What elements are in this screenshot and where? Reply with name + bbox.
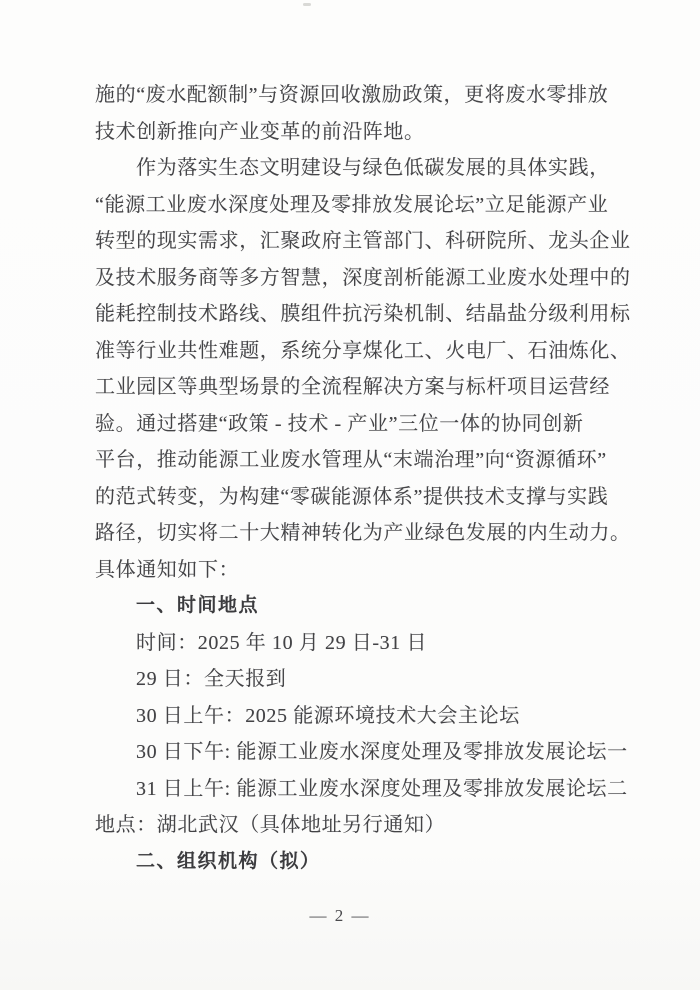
text-line: 技术创新推向产业变革的前沿阵地。 [95, 120, 425, 143]
page-number: — 2 — [309, 906, 371, 925]
section-heading-time-location: 一、时间地点 [136, 595, 260, 616]
text-line: 及技术服务商等多方智慧，深度剖析能源工业废水处理中的 [95, 266, 631, 289]
document-body [95, 77, 631, 880]
text-line: 施的“废水配额制”与资源回收激励政策，更将废水零排放 [95, 84, 609, 106]
text-line: 验。通过搭建“政策 - 技术 - 产业”三位一体的协同创新 [95, 412, 584, 435]
text-line: 准等行业共性难题，系统分享煤化工、火电厂、石油炼化、 [95, 339, 631, 362]
section-heading-organization: 二、组织机构（拟） [136, 850, 321, 872]
text-line: 具体通知如下： [95, 558, 240, 581]
text-line: “能源工业废水深度处理及零排放发展论坛”立足能源产业 [95, 193, 609, 216]
text-line-time: 时间：2025 年 10 月 29 日-31 日 [136, 631, 428, 654]
text-line-day30am: 30 日上午：2025 能源环境技术大会主论坛 [136, 704, 520, 727]
text-line: 工业园区等典型场景的全流程解决方案与标杆项目运营经 [95, 376, 610, 398]
text-line: 路径，切实将二十大精神转化为产业绿色发展的内生动力。 [95, 522, 631, 544]
text-line-location: 地点：湖北武汉（具体地址另行通知） [95, 814, 446, 836]
text-line-day29: 29 日：全天报到 [136, 668, 287, 690]
text-line: 平台，推动能源工业废水管理从“末端治理”向“资源循环” [95, 449, 607, 471]
scan-artifact [303, 3, 311, 6]
text-line-day30pm: 30 日下午: 能源工业废水深度处理及零排放发展论坛一 [136, 741, 628, 763]
text-line: 作为落实生态文明建设与绿色低碳发展的具体实践， [136, 157, 610, 179]
text-line: 的范式转变，为构建“零碳能源体系”提供技术支撑与实践 [95, 485, 609, 508]
text-line: 能耗控制技术路线、膜组件抗污染机制、结晶盐分级利用标 [95, 303, 631, 325]
text-line: 转型的现实需求，汇聚政府主管部门、科研院所、龙头企业 [95, 230, 631, 252]
text-line-day31am: 31 日上午: 能源工业废水深度处理及零排放发展论坛二 [136, 777, 628, 800]
